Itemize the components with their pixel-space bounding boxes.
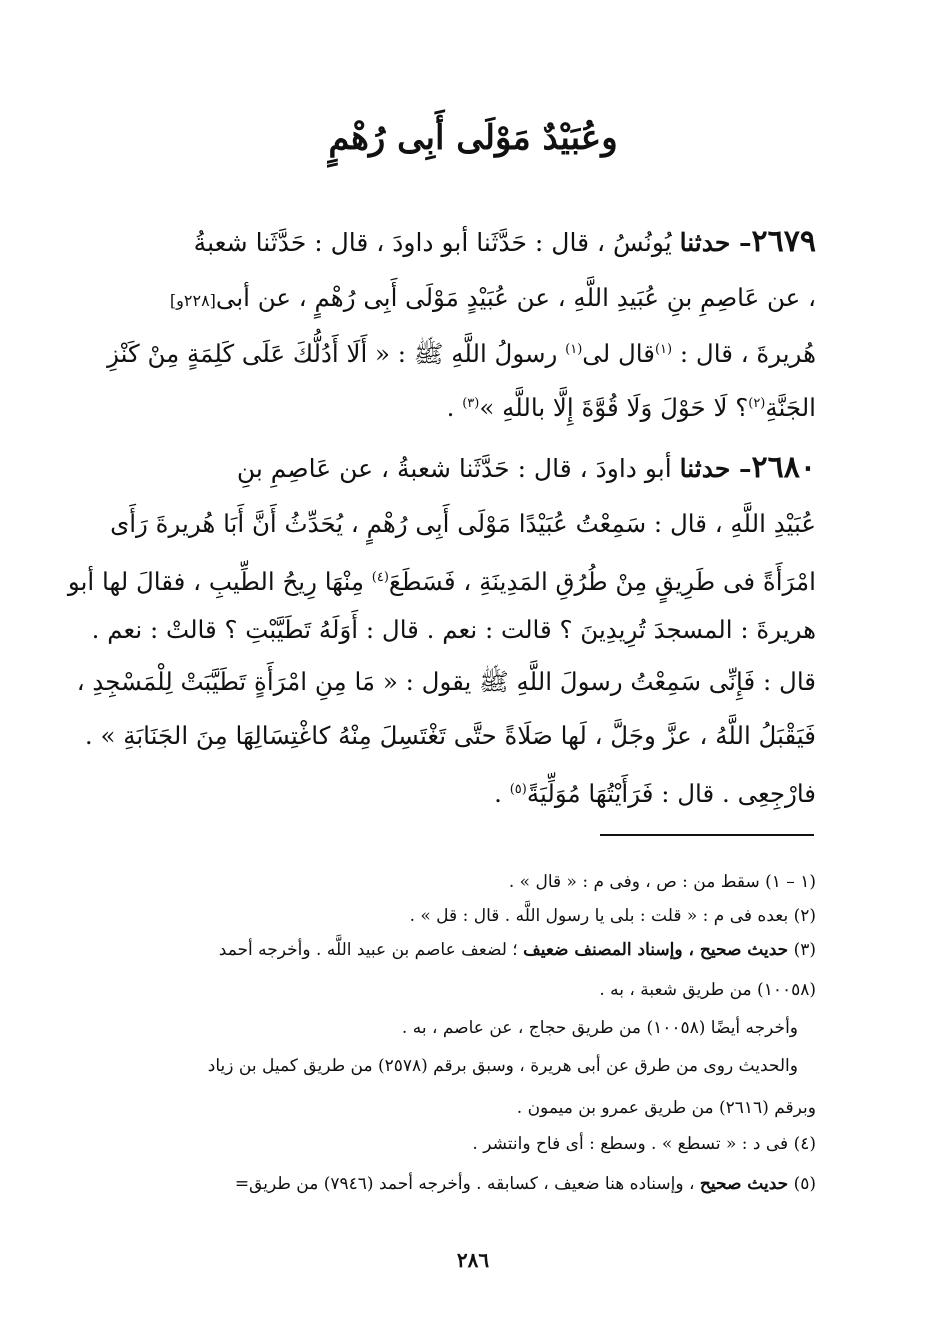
hadith-2679-line-4 bbox=[100, 386, 816, 426]
hadith-2680-line-7-text-b: . bbox=[494, 779, 510, 809]
hadith-2679-line-3 bbox=[100, 332, 816, 372]
hadith-2680-line-5 bbox=[76, 664, 816, 700]
footnote-3-hadith-cont-text: وبرقم (٢٦١٦) من طريق عمرو بن ميمون . bbox=[516, 1098, 816, 1118]
footnote-1-text: (١ – ١) سقط من : ص ، وفى م : « قال » . bbox=[508, 872, 816, 892]
footnote-ref-2: (٢) bbox=[748, 396, 766, 411]
footnote-1 bbox=[100, 868, 816, 896]
hadith-2680-line-3-text-b: مِنْهَا رِيحُ الطِّيبِ ، فقالَ لها أبو bbox=[67, 567, 372, 597]
footnote-3 bbox=[100, 936, 816, 964]
footnote-3-text: ؛ لضعف عاصم بن عبيد اللَّه . وأخرجه أحمد bbox=[218, 940, 524, 960]
hadith-2680-line-4-text: هريرةَ : المسجدَ تُرِيدِينَ ؟ قالت : نعم . قال : أَوَلَهُ تَطَيَّبْتِ ؟ قالتْ : نعم . bbox=[91, 615, 816, 644]
footnote-3-also bbox=[100, 1014, 816, 1042]
hadith-number-2680: ٢٦٨٠ bbox=[751, 450, 816, 485]
footnote-ref-1b: (١) bbox=[565, 342, 583, 357]
hadith-2680-line-6-text: فَيَقْبَلُ اللَّهُ ، عزَّ وجَلَّ ، لَها صَلَاةً حتَّى تَغْتَسِلَ مِنْهُ كاغْتِسَالِهَا مِنَ الجَنَابَةِ » . bbox=[84, 721, 816, 750]
footnote-3-hadith bbox=[100, 1052, 816, 1080]
footnote-ref-3: (٣) bbox=[462, 396, 480, 411]
footnote-3-bold: حديث صحيح ، وإسناد المصنف ضعيف bbox=[523, 940, 789, 960]
hadith-2680-lead: – حدثنا bbox=[679, 454, 752, 483]
page-number: ٢٨٦ bbox=[456, 1248, 490, 1272]
hadith-2679-line-3-text-c: رسولُ اللَّهِ ﷺ : « أَلَا أَدُلُّكَ عَلَى كَلِمَةٍ مِنْ كَنْزِ bbox=[107, 339, 566, 369]
footnote-3-cont-text: (١٠٠٥٨) من طريق شعبة ، به . bbox=[599, 980, 816, 1000]
hadith-2679-line-3-text-a: هُريرةَ ، قال : bbox=[672, 339, 816, 369]
footnote-3-also-text: وأخرجه أيضًا (١٠٠٥٨) من طريق حجاج ، عن عاصم ، به . bbox=[401, 1018, 798, 1038]
footnote-5-bold: حديث صحيح bbox=[699, 1174, 789, 1194]
footnote-3-num: (٣) bbox=[788, 940, 816, 960]
hadith-2679-line-4-text-a: الجَنَّةِ bbox=[765, 393, 816, 423]
footnote-separator bbox=[600, 834, 814, 836]
footnote-ref-4: (٤) bbox=[371, 570, 389, 585]
hadith-2680-line-3-text-a: امْرَأَةً فى طَرِيقٍ مِنْ طُرُقِ المَدِينَةِ ، فَسَطَعَ bbox=[388, 567, 816, 597]
footnote-2 bbox=[100, 902, 816, 930]
folio-marker: [٢٢٨و] bbox=[169, 291, 216, 310]
footnote-ref-5: (٥) bbox=[509, 782, 527, 797]
footnote-3-cont bbox=[100, 976, 816, 1004]
hadith-2679-line-2 bbox=[100, 280, 816, 319]
hadith-2680-line-3 bbox=[67, 560, 816, 600]
hadith-2680-line-1 bbox=[100, 450, 816, 487]
hadith-2679-line-1-text: يُونُسُ ، قال : حَدَّثَنا أبو داودَ ، قال : حَدَّثَنا شعبةُ bbox=[193, 228, 680, 257]
hadith-2679-line-1 bbox=[100, 224, 816, 261]
hadith-2680-line-4 bbox=[91, 612, 816, 648]
hadith-2679-line-4-text-b: ؟ لَا حَوْلَ وَلَا قُوَّةَ إِلَّا باللَّهِ » bbox=[479, 393, 749, 423]
footnote-ref-1a: (١) bbox=[654, 342, 673, 357]
hadith-2679-lead: – حدثنا bbox=[679, 228, 752, 257]
hadith-2680-line-2 bbox=[100, 506, 816, 542]
hadith-2680-line-7 bbox=[100, 772, 816, 812]
hadith-2680-line-5-text: قال : فَإِنِّى سَمِعْتُ رسولَ اللَّهِ ﷺ يقول : « مَا مِنِ امْرَأَةٍ تَطَيَّبَتْ لِلْمَسْجِدِ ، bbox=[76, 667, 816, 696]
footnote-2-text: (٢) بعده فى م : « قلت : بلى يا رسول اللَّه . قال : قل » . bbox=[409, 906, 816, 926]
hadith-2680-line-1-text: أبو داودَ ، قال : حَدَّثَنا شعبةُ ، عن عَاصِمِ بنِ bbox=[236, 454, 680, 483]
footnote-3-hadith-cont bbox=[100, 1094, 816, 1122]
hadith-2680-line-6 bbox=[84, 718, 816, 754]
footnote-3-hadith-text: والحديث روى من طرق عن أبى هريرة ، وسبق برقم (٢٥٧٨) من طريق كميل بن زياد bbox=[207, 1056, 798, 1076]
hadith-2680-line-7-text-a: فارْجِعِى . قال : فَرَأَيْتُهَا مُوَلِّيَةً bbox=[526, 779, 816, 809]
footnote-4 bbox=[100, 1130, 816, 1158]
hadith-2679-line-2-text: ، عن عَاصِمِ بنِ عُبَيدِ اللَّهِ ، عن عُبَيْدٍ مَوْلَى أَبِى رُهْمٍ ، عن أبى bbox=[215, 283, 816, 312]
footnote-4-text: (٤) فى د : « تسطع » . وسطع : أى فاح وانتشر . bbox=[472, 1134, 816, 1154]
hadith-2679-line-3-text-b: قال لى bbox=[582, 339, 655, 369]
section-heading: وعُبَيْدٌ مَوْلَى أَبِى رُهْمٍ bbox=[328, 118, 618, 158]
hadith-2679-line-4-text-c: . bbox=[446, 393, 463, 423]
footnote-5 bbox=[100, 1170, 816, 1198]
footnote-5-num: (٥) bbox=[788, 1174, 816, 1194]
hadith-number-2679: ٢٦٧٩ bbox=[751, 224, 816, 259]
footnote-5-text: ، وإسناده هنا ضعيف ، كسابقه . وأخرجه أحمد (٧٩٤٦) من طريق= bbox=[234, 1174, 700, 1194]
hadith-2680-line-2-text: عُبَيْدِ اللَّهِ ، قال : سَمِعْتُ عُبَيْدًا مَوْلَى أَبِى رُهْمٍ ، يُحَدِّثُ أَنَّ أَبَا هُريرةَ رَأَى bbox=[110, 509, 816, 538]
